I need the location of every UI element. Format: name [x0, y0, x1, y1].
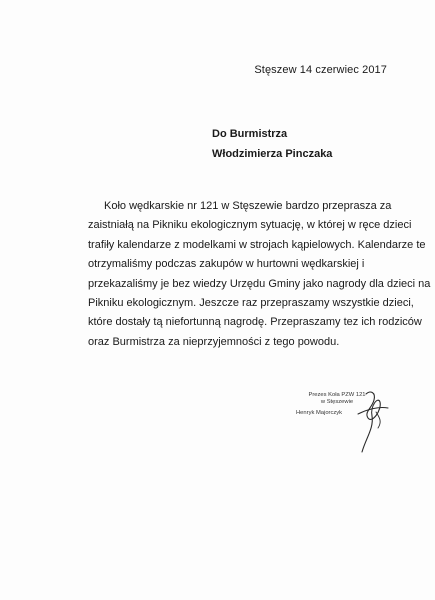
stamp-name: Henryk Majorczyk: [296, 409, 343, 416]
body-line: przekazaliśmy je bez wiedzy Urzędu Gminy jako nagrody dla dzieci na: [88, 277, 431, 290]
body-line: które dostały tą niefortunną nagrodę. Przepraszamy tez ich rodziców: [88, 316, 422, 329]
stamp-location: w Stęszewie: [320, 399, 354, 406]
letter-body: [88, 197, 431, 352]
body-line: otrzymaliśmy podczas zakupów w hurtowni wędkarskiej i: [88, 258, 365, 271]
letter-date: Stęszew 14 czerwiec 2017: [254, 64, 387, 76]
body-line: zaistniałą na Pikniku ekologicznym sytuację, w której w ręce dzieci: [88, 219, 412, 232]
body-line: oraz Burmistrza za nieprzyjemności z tego powodu.: [88, 335, 340, 348]
body-line: Koło wędkarskie nr 121 w Stęszewie bardzo przeprasza za: [104, 200, 392, 212]
addressee-name: Włodzimierza Pinczaka: [212, 148, 333, 160]
stamp-title: Prezes Koła PZW 121: [308, 392, 366, 398]
body-line: trafiły kalendarze z modelkami w strojach kąpielowych. Kalendarze te: [88, 238, 426, 251]
addressee-block: [212, 124, 332, 164]
body-line: Pikniku ekologicznym. Jeszcze raz przepraszamy wszystkie dzieci,: [88, 297, 414, 310]
signature-icon: [352, 388, 392, 458]
addressee-title: Do Burmistrza: [212, 128, 288, 140]
